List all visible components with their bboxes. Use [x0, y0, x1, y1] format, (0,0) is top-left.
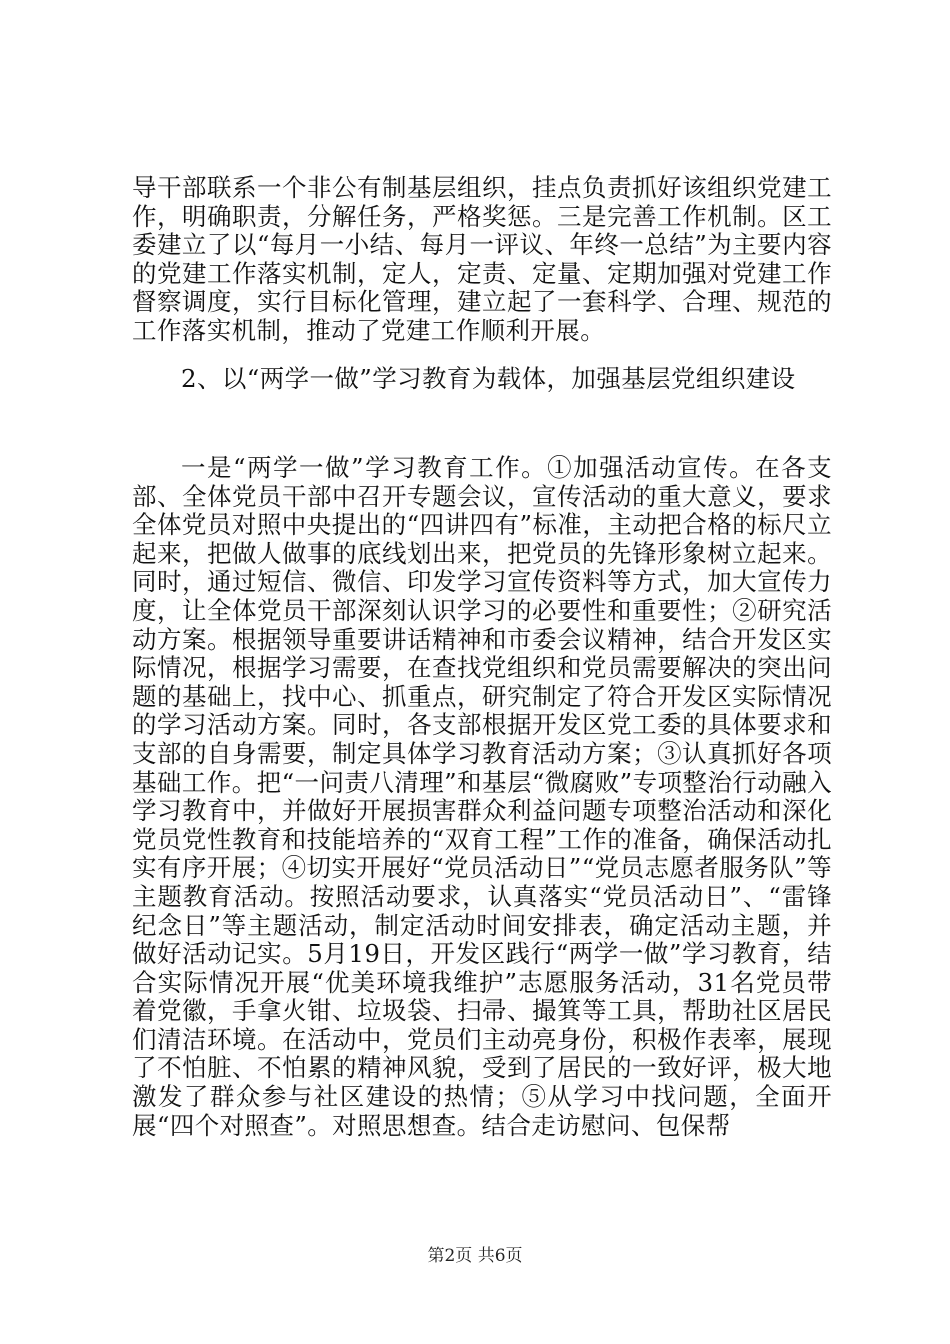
paragraph-main: 一是“两学一做”学习教育工作。①加强活动宣传。在各支部、全体党员干部中召开专题会议，宣传活动的重大意义，要求全体党员对照中央提出的“四讲四有”标准，主动把合格的标尺立起来，把做人做事的底线划出来，把党员的先锋形象树立起来。同时，通过短信、微信、印发学习宣传资料等方式，加大宣传力度，让全体党员干部深刻认识学习的必要性和重要性；②研究活动方案。根据领导重要讲话精神和市委会议精神，结合开发区实际情况，根据学习需要，在查找党组织和党员需要解决的突出问题的基础上，找中心、抓重点，研究制定了符合开发区实际情况的学习活动方案。同时，各支部根据开发区党工委的具体要求和支部的自身需要，制定具体学习教育活动方案；③认真抓好各项基础工作。把“一问责八清理”和基层“微腐败”专项整治行动融入学习教育中，并做好开展损害群众利益问题专项整治活动和深化党员党性教育和技能培养的“双育工程”工作的准备，确保活动扎实有序开展；④切实开展好“党员活动日”“党员志愿者服务队”等主题教育活动。按照活动要求，认真落实“党员活动日”、“雷锋纪念日”等主题活动，制定活动时间安排表，确定活动主题，并做好活动记实。5月19日，开发区践行“两学一做”学习教育，结合实际情况开展“优美环境我维护”志愿服务活动，31名党员带着党徽，手拿火钳、垃圾袋、扫帚、撮箕等工具，帮助社区居民们清洁环境。在活动中，党员们主动亮身份，积极作表率，展现了不怕脏、不怕累的精神风貌，受到了居民的一致好评，极大地激发了群众参与社区建设的热情；⑤从学习中找问题，全面开展“四个对照查”。对照思想查。结合走访慰问、包保帮 — [132, 453, 832, 1140]
page-number-footer: 第2页 共6页 — [427, 1246, 523, 1266]
section-heading: 2、以“两学一做”学习教育为载体，加强基层党组织建设 — [181, 364, 796, 393]
paragraph-continued: 导干部联系一个非公有制基层组织，挂点负责抓好该组织党建工作，明确职责，分解任务，严格奖惩。三是完善工作机制。区工委建立了以“每月一小结、每月一评议、年终一总结”为主要内容的党建工作落实机制，定人，定责、定量、定期加强对党建工作督察调度，实行目标化管理，建立起了一套科学、合理、规范的工作落实机制，推动了党建工作顺利开展。 — [132, 173, 832, 345]
